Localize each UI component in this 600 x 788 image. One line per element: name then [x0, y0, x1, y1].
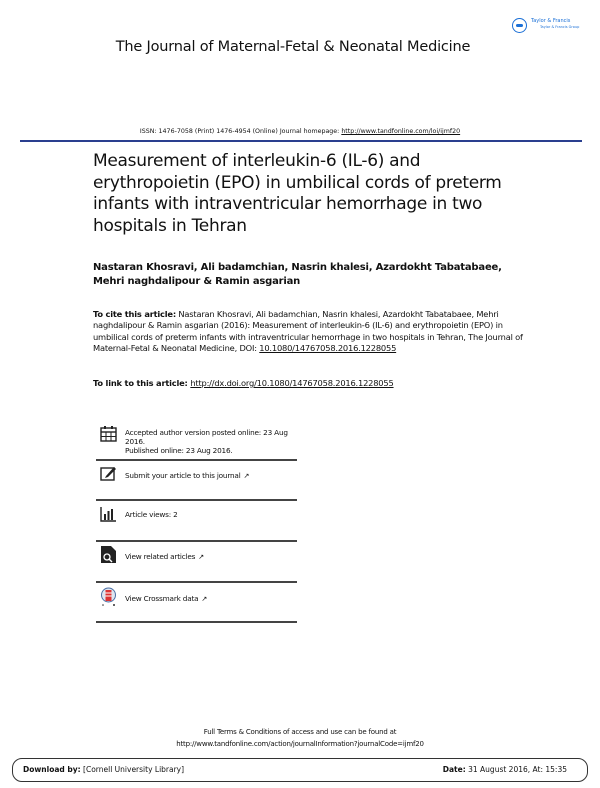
publisher-logo: Taylor & Francis Taylor & Francis Group [512, 17, 592, 39]
logo-icon [512, 18, 527, 33]
terms-url[interactable]: http://www.tandfonline.com/action/journalInformation?journalCode=ijmf20 [176, 740, 424, 748]
divider [96, 621, 297, 623]
submit-article-link[interactable]: Submit your article to this journal ↗ [96, 465, 297, 495]
download-date: Date: 31 August 2016, At: 15:35 [442, 765, 567, 774]
doi-link[interactable]: 10.1080/14767058.2016.1228055 [259, 343, 397, 354]
article-views: Article views: 2 [96, 505, 297, 535]
journal-title: The Journal of Maternal-Fetal & Neonatal Medicine [115, 39, 471, 55]
divider [96, 540, 297, 542]
journal-homepage-link[interactable]: http://www.tandfonline.com/loi/ijmf20 [341, 128, 461, 135]
calendar-icon [100, 425, 117, 442]
citation: To cite this article: Nastaran Khosravi, Ali badamchian, Nasrin khalesi, Azardokht Tabatabaee, Mehri naghdalipour & Ramin asgarian (2016): Measurement of interleukin-6 (IL-6) and erythropoietin (EPO) in umbilical cords of preterm infants with intraventricular hemorrhage in two hospitals in Tehran, The Journal of Maternal-Fetal & Neonatal Medicine, DOI: 10.1080/14767058.2016.1228055 [93, 309, 523, 354]
external-link-icon: ↗ [201, 595, 208, 603]
divider [96, 499, 297, 501]
document-search-icon [100, 545, 117, 564]
external-link-icon: ↗ [243, 472, 250, 480]
issn-line: ISSN: 1476-7058 (Print) 1476-4954 (Online) Journal homepage: http://www.tandfonline.com/loi/ijmf20 [139, 128, 461, 135]
article-doi-url[interactable]: http://dx.doi.org/10.1080/14767058.2016.1228055 [190, 378, 394, 388]
article-link-line: To link to this article: http://dx.doi.org/10.1080/14767058.2016.1228055 [93, 378, 394, 388]
terms-notice: Full Terms & Conditions of access and use can be found at http://www.tandfonline.com/action/journalInformation?journalCode=ijmf20 [176, 728, 424, 748]
divider [96, 581, 297, 583]
bar-chart-icon [100, 505, 117, 522]
divider [96, 459, 297, 461]
article-authors: Nastaran Khosravi, Ali badamchian, Nasrin khalesi, Azardokht Tabatabaee, Mehri naghdalipour & Ramin asgarian [93, 262, 502, 287]
header-divider [20, 140, 582, 142]
publication-dates: Accepted author version posted online: 23 Aug 2016. Published online: 23 Aug 2016. [96, 425, 297, 459]
edit-icon [100, 465, 117, 482]
external-link-icon: ↗ [198, 553, 204, 561]
crossmark-link[interactable]: View Crossmark data ↗ [96, 587, 297, 617]
download-info-bar [12, 758, 588, 782]
article-title: Measurement of interleukin-6 (IL-6) and erythropoietin (EPO) in umbilical cords of preterm infants with intraventricular hemorrhage in two hospitals in Tehran [93, 151, 502, 236]
related-articles-link[interactable]: View related articles ↗ [96, 545, 297, 575]
crossmark-icon [100, 587, 117, 607]
download-by: Download by: [Cornell University Library] [23, 765, 185, 774]
